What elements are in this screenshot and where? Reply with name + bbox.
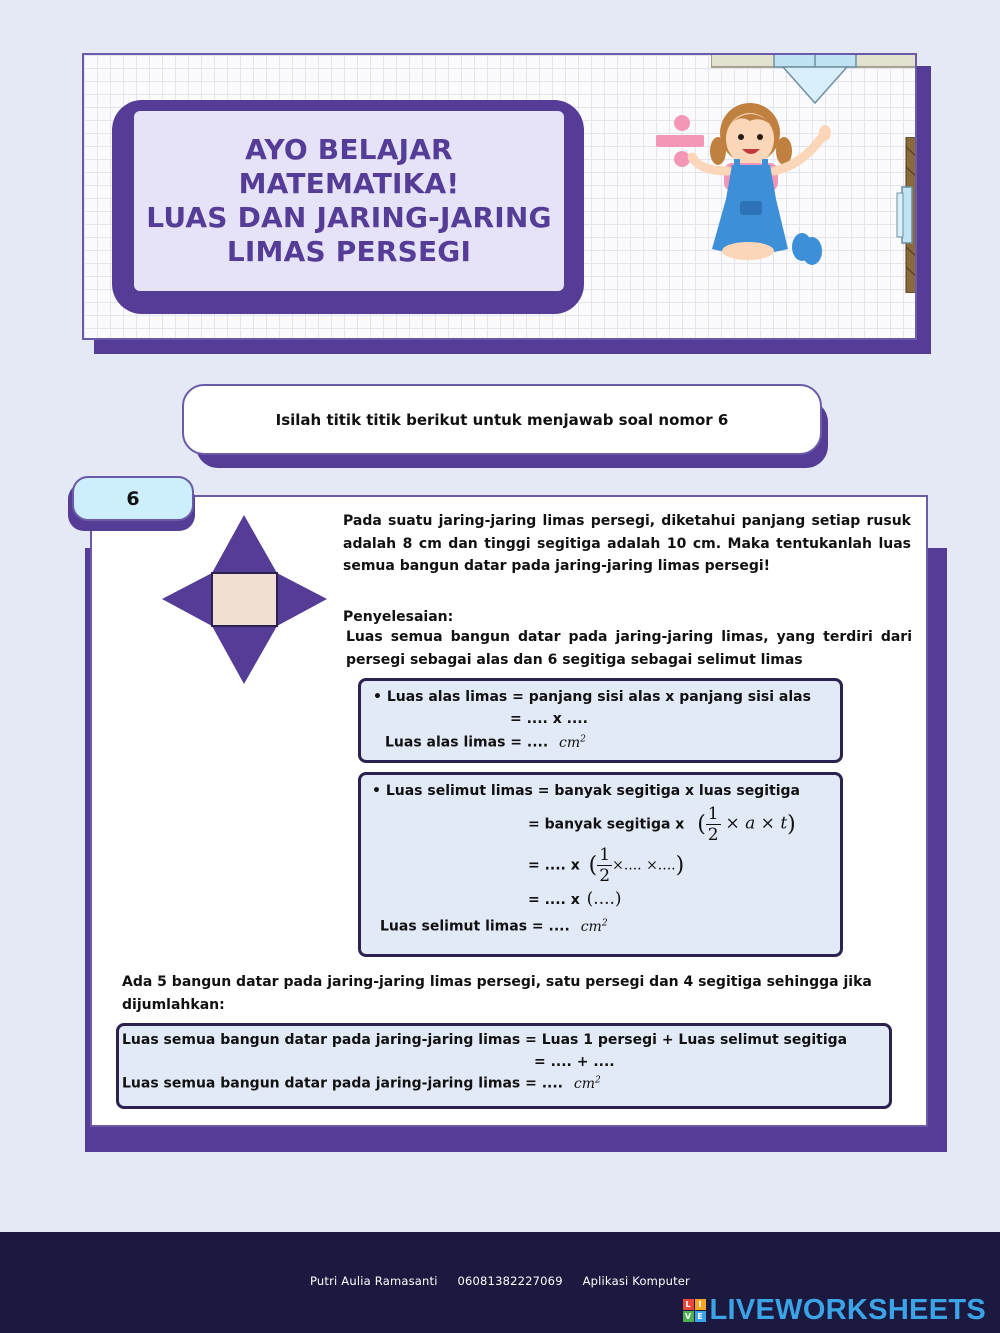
footer-course: Aplikasi Komputer: [582, 1274, 690, 1288]
alas-result-label: Luas alas limas = ....: [385, 734, 549, 751]
title-line-2: LUAS DAN JARING-JARING: [146, 201, 552, 234]
alas-unit: [559, 735, 586, 751]
question-text: Pada suatu jaring-jaring limas persegi, diketahui panjang setiap rusuk adalah 8 cm dan tinggi segitiga adalah 10 cm. Maka tentukanlah luas semua bangun datar pada jaring-jaring limas persegi!: [343, 513, 911, 574]
solution-label: Penyelesaian:: [343, 609, 454, 625]
open-paren: (: [588, 853, 598, 878]
summary-line-3: [122, 1075, 601, 1092]
summary-unit-exp: 2: [595, 1075, 601, 1085]
alas-line-1: • Luas alas limas = panjang sisi alas x panjang sisi alas: [373, 689, 811, 705]
pyramid-net-figure: [160, 512, 330, 686]
summary-line-1: Luas semua bangun datar pada jaring-jaring limas = Luas 1 persegi + Luas selimut segitiga: [122, 1032, 848, 1048]
summary-unit: [574, 1076, 601, 1092]
tile-i: I: [695, 1299, 706, 1310]
frac-num: 1: [707, 804, 719, 824]
alas-unit-exp: 2: [580, 734, 586, 744]
fraction-half: [597, 845, 612, 886]
instruction-text: Isilah titik titik berikut untuk menjawab soal nomor 6: [275, 410, 729, 429]
selimut-unit: [581, 919, 608, 935]
close-paren: ): [787, 812, 796, 837]
selimut-line-4-prefix: = .... x: [528, 892, 580, 908]
selimut-unit-exp: 2: [601, 918, 608, 928]
brand-text: LIVEWORKSHEETS: [709, 1294, 986, 1326]
close-paren: ): [675, 853, 685, 878]
alas-line-3: [385, 734, 586, 751]
title-panel: [134, 111, 564, 291]
frac-num: 1: [599, 845, 611, 865]
solution-intro: Luas semua bangun datar pada jaring-jaring limas, yang terdiri dari persegi sebagai alas dan 6 segitiga sebagai selimut limas: [346, 629, 912, 668]
alas-unit-text: cm: [559, 734, 581, 751]
selimut-line-2: [528, 804, 796, 845]
footer-author: Putri Aulia Ramasanti: [310, 1274, 438, 1288]
frac-den: 2: [599, 866, 611, 886]
selimut-unit-text: cm: [580, 918, 602, 935]
summary-unit-text: cm: [573, 1075, 595, 1092]
selimut-line-1: • Luas selimut limas = banyak segitiga x luas segitiga: [372, 783, 800, 799]
selimut-line-3: [528, 845, 684, 886]
selimut-line-5: [380, 918, 608, 935]
footer-info: [0, 1274, 1000, 1288]
door-icon: [896, 137, 917, 293]
summary-result-label: Luas semua bangun datar pada jaring-jaring limas = ....: [122, 1075, 563, 1092]
tile-l: L: [683, 1299, 694, 1310]
question-number: 6: [126, 487, 140, 510]
selimut-result-label: Luas selimut limas = ....: [380, 918, 570, 935]
logo-tiles-icon: [683, 1299, 706, 1322]
selimut-line-2-prefix: = banyak segitiga x: [528, 816, 685, 833]
open-paren: (: [697, 812, 706, 837]
alas-line-2: = .... x ....: [510, 711, 588, 727]
tile-e: E: [695, 1311, 706, 1322]
selimut-line-3-expr: ×.... ×....: [612, 857, 676, 874]
tile-v: V: [683, 1311, 694, 1322]
selimut-line-3-prefix: = .... x: [528, 857, 580, 874]
selimut-line-4-expr: (....): [586, 889, 622, 909]
footer-id: 06081382227069: [457, 1274, 563, 1288]
footer: [0, 1232, 1000, 1333]
liveworksheets-logo[interactable]: [683, 1294, 987, 1327]
fraction-half: [706, 804, 721, 845]
title-line-3: LIMAS PERSEGI: [226, 235, 472, 268]
selimut-line-4: [528, 889, 622, 909]
frac-den: 2: [707, 825, 719, 845]
girl-illustration: [652, 99, 842, 267]
page-title: [138, 133, 560, 269]
selimut-line-2-expr: × a × t: [725, 813, 788, 834]
summary-line-2: = .... + ....: [534, 1054, 615, 1070]
instruction-banner: [182, 384, 822, 455]
title-line-1: AYO BELAJAR MATEMATIKA!: [238, 133, 460, 200]
summary-text: Ada 5 bangun datar pada jaring-jaring limas persegi, satu persegi dan 4 segitiga sehingga jika dijumlahkan:: [122, 974, 872, 1013]
